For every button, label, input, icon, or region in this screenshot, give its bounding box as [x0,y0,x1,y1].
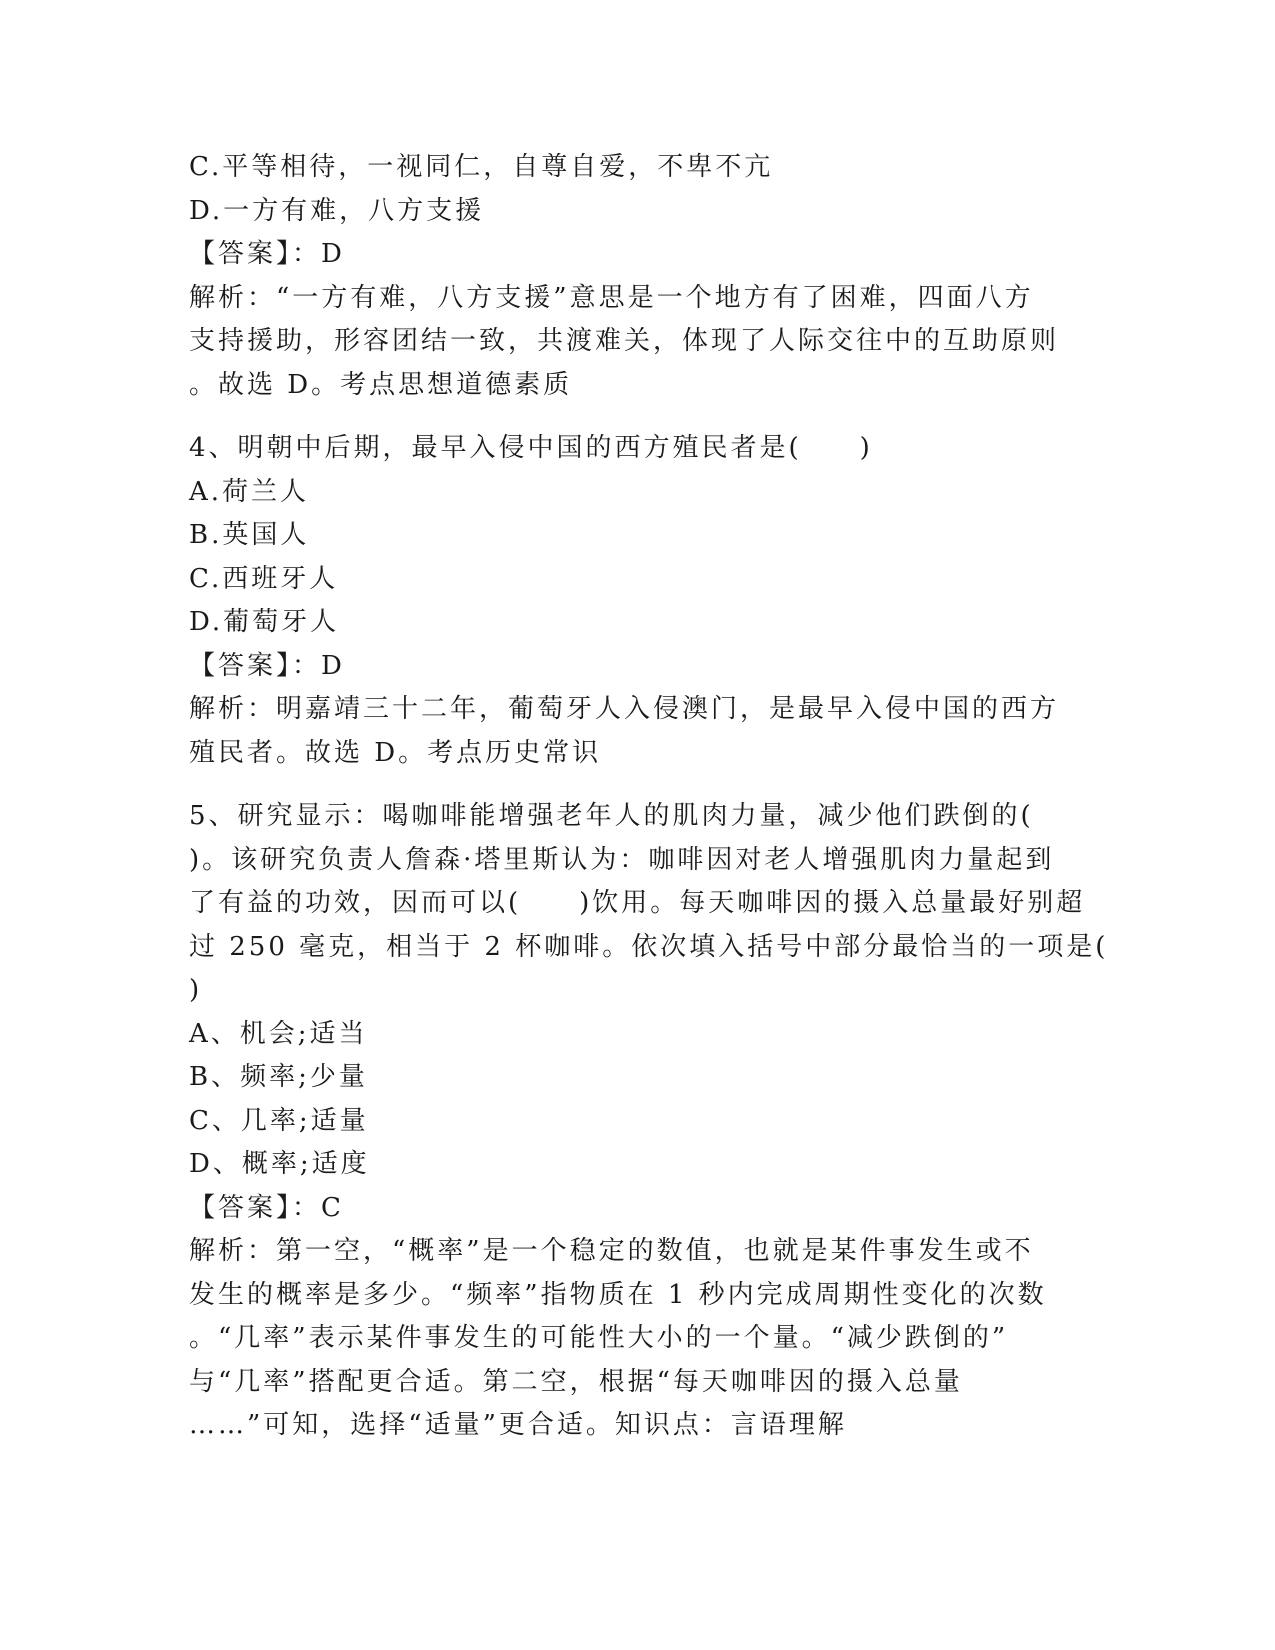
analysis-line: 解析：第一空，“概率”是一个稳定的数值，也就是某件事发生或不 [189,1236,1034,1266]
analysis-line: 。“几率”表示某件事发生的可能性大小的一个量。“减少跌倒的” [189,1323,1009,1353]
option-b: B.英国人 [189,520,310,550]
option-a: A.荷兰人 [189,476,310,507]
analysis-line: 殖民者。故选 D。考点历史常识 [189,737,602,768]
question-text: 4、明朝中后期，最早入侵中国的西方殖民者是( ) [189,433,873,463]
question-text: ) [189,975,203,1005]
analysis-line: 解析：明嘉靖三十二年，葡萄牙人入侵澳门，是最早入侵中国的西方 [189,694,1060,724]
analysis-line: 解析：“一方有难，八方支援”意思是一个地方有了困难，四面八方 [189,282,1034,313]
analysis-line: 。故选 D。考点思想道德素质 [189,369,573,400]
option-c: C、几率;适量 [189,1105,369,1136]
analysis-line: ……”可知，选择“适量”更合适。知识点：言语理解 [189,1410,847,1440]
question-text: )。该研究负责人詹森·塔里斯认为：咖啡因对老人增强肌肉力量起到 [189,844,1055,875]
answer-line: 【答案】：D [189,239,345,269]
question-3-tail [189,146,1089,407]
answer-line: 【答案】：C [189,1192,344,1223]
question-5 [189,795,1109,1448]
option-a: A、机会;适当 [189,1018,368,1049]
option-b: B、频率;少量 [189,1062,368,1092]
question-text: 过 250 毫克，相当于 2 杯咖啡。依次填入括号中部分最恰当的一项是( [189,931,1109,962]
option-c: C.平等相待，一视同仁，自尊自爱，不卑不亢 [189,152,774,182]
option-c: C.西班牙人 [189,563,339,594]
analysis-line: 与“几率”搭配更合适。第二空，根据“每天咖啡因的摄入总量 [189,1366,963,1397]
question-text: 5、研究显示：喝咖啡能增强老年人的肌肉力量，减少他们跌倒的( [189,801,1034,831]
question-text: 了有益的功效，因而可以( )饮用。每天咖啡因的摄入总量最好别超 [189,888,1086,918]
option-d: D.葡萄牙人 [189,607,340,637]
analysis-line: 支持援助，形容团结一致，共渡难关，体现了人际交往中的互助原则 [189,326,1060,356]
option-d: D.一方有难，八方支援 [189,195,485,226]
analysis-line: 发生的概率是多少。“频率”指物质在 1 秒内完成周期性变化的次数 [189,1279,1047,1310]
question-4 [189,427,1089,775]
answer-line: 【答案】：D [189,650,345,681]
option-d: D、概率;适度 [189,1149,370,1179]
document-page [189,146,1109,1448]
